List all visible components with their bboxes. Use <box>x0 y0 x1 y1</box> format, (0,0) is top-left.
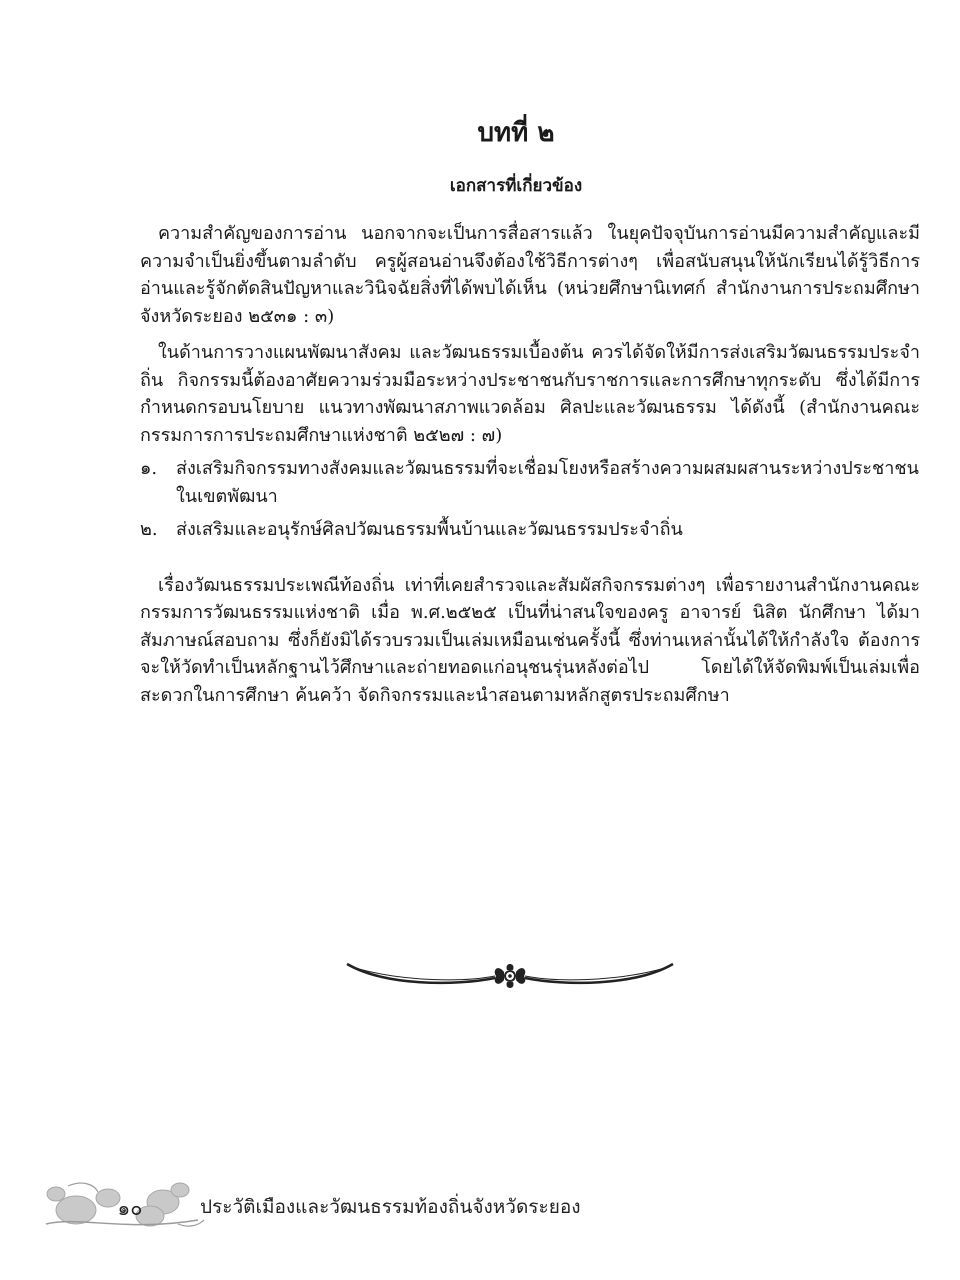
paragraph-2: ในด้านการวางแผนพัฒนาสังคม และวัฒนธรรมเบื้องต้น ควรได้จัดให้มีการส่งเสริมวัฒนธรรมประจำถิ่น กิจกรรมนี้ต้องอาศัยความร่วมมือระหว่างประชาชนกับราชการและการศึกษาทุกระดับ ซึ่งได้มีการกำหนดกรอบนโยบาย แนวทางพัฒนาสภาพแวดล้อม ศิลปะและวัฒนธรรม ได้ดังนี้ (สำนักงานคณะกรรมการการประถมศึกษาแห่งชาติ ๒๕๒๗ : ๗) <box>140 342 920 446</box>
list-number: ๒. <box>140 519 158 540</box>
list-number: ๑. <box>140 458 158 479</box>
paragraph-3: เรื่องวัฒนธรรมประเพณีท้องถิ่น เท่าที่เคยสำรวจและสัมผัสกิจกรรมต่างๆ เพื่อรายงานสำนักงานคณะกรรมการวัฒนธรรมแห่งชาติ เมื่อ พ.ศ.๒๕๒๕ เป็นที่น่าสนใจของครู อาจารย์ นิสิต นักศึกษา ได้มาสัมภาษณ์สอบถาม ซึ่งก็ยังมิได้รวบรวมเป็นเล่มเหมือนเช่นครั้งนี้ ซึ่งท่านเหล่านั้นได้ให้กำลังใจ ต้องการจะให้วัดทำเป็นหลักฐานไว้ศึกษาและถ่ายทอดแก่อนุชนรุ่นหลังต่อไป โดยได้ให้จัดพิมพ์เป็นเล่มเพื่อสะดวกในการศึกษา ค้นคว้า จัดกิจกรรมและนำสอนตามหลักสูตรประถมศึกษา <box>140 574 920 706</box>
list-text: ส่งเสริมกิจกรรมทางสังคมและวัฒนธรรมที่จะเชื่อมโยงหรือสร้างความผสมผสานระหว่างประชาชนในเขตพัฒนา <box>176 458 919 507</box>
page-number: ๑๐ <box>117 1196 143 1220</box>
body-text <box>140 220 920 709</box>
list-text: ส่งเสริมและอนุรักษ์ศิลปวัฒนธรรมพื้นบ้านและวัฒนธรรมประจำถิ่น <box>176 519 683 540</box>
chapter-number: บทที่ ๒ <box>477 118 555 148</box>
divider-ornament-icon <box>345 956 675 996</box>
policy-list <box>140 455 920 544</box>
chapter-title: เอกสารที่เกี่ยวข้อง <box>449 176 583 196</box>
paragraph-1: ความสำคัญของการอ่าน นอกจากจะเป็นการสื่อสารแล้ว ในยุคปัจจุบันการอ่านมีความสำคัญและมีความจำเป็นยิ่งขึ้นตามลำดับ ครูผู้สอนอ่านจึงต้องใช้วิธีการต่างๆ เพื่อสนับสนุนให้นักเรียนได้รู้วิธีการอ่านและรู้จักตัดสินปัญหาและวินิจฉัยสิ่งที่ได้พบได้เห็น (หน่วยศึกษานิเทศก์ สำนักงานการประถมศึกษาจังหวัดระยอง ๒๕๓๑ : ๓) <box>140 223 920 327</box>
book-title: ประวัติเมืองและวัฒนธรรมท้องถิ่นจังหวัดระยอง <box>200 1196 581 1218</box>
list-item <box>140 455 920 510</box>
list-item <box>140 516 920 544</box>
page-footer <box>30 1170 930 1240</box>
